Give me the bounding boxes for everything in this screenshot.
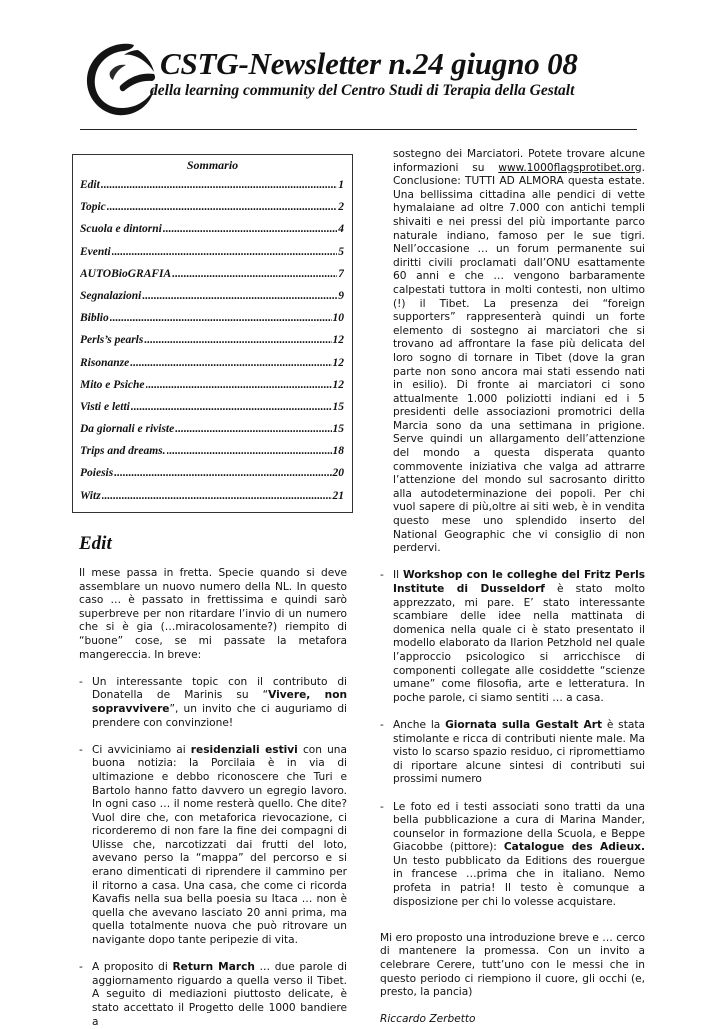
- list-item: - Anche la Giornata sulla Gestalt Art è stata stimolante e ricca di contributi niente male. Ma visto lo scarso spazio residuo, ci ripromettiamo di riportare alcune sintesi di contributi sui prossimi numero: [380, 718, 645, 786]
- toc-dot-leader: [144, 334, 331, 346]
- toc-entry[interactable]: [80, 312, 344, 334]
- newsletter-subtitle: della learning community del Centro Studi di Terapia della Gestalt: [150, 82, 575, 99]
- toc-entry-label: Perls’s pearls: [80, 334, 144, 347]
- toc-entry-label: Mito e Psiche: [80, 378, 145, 391]
- edit-closing: Mi ero proposto una introduzione breve e … cerco di mantenere la promessa. Con un invito a celebrare Cerere, tutt’uno con le messi che in questo periodo ci riempiono il cuore, gli occhi (e, presto, la pancia): [380, 931, 645, 999]
- enso-logo-icon: [80, 36, 160, 120]
- toc-entry[interactable]: [80, 201, 344, 223]
- toc-dot-leader: [101, 179, 337, 191]
- toc-entry-label: Eventi: [80, 245, 111, 258]
- toc-entry-label: Trips and dreams.: [80, 445, 166, 458]
- toc-dot-leader: [110, 312, 332, 324]
- toc-entry[interactable]: [80, 379, 344, 401]
- list-item: - A proposito di Return March … due parole di aggiornamento riguardo a quella verso il Tibet. A seguito di mediazioni piuttosto delicate, è stato accettato il Progetto delle 1000 bandiere a: [79, 961, 347, 1028]
- toc-entry-label: Da giornali e riviste: [80, 423, 175, 436]
- toc-entry-label: Biblio: [80, 312, 109, 325]
- toc-entry-page: 15: [332, 400, 344, 413]
- toc-dot-leader: [131, 401, 332, 413]
- toc-dot-leader: [112, 246, 338, 258]
- toc-entry[interactable]: [80, 401, 344, 423]
- toc-dot-leader: [167, 445, 332, 457]
- toc-entry-label: AUTOBioGRAFIA: [80, 267, 172, 280]
- toc-entry-page: 12: [332, 334, 344, 347]
- toc-dot-leader: [102, 490, 332, 502]
- toc-title: Sommario: [186, 158, 239, 172]
- toc-dot-leader: [163, 223, 337, 235]
- toc-entry-label: Poiesis: [80, 467, 114, 480]
- edit-heading: Edit: [79, 533, 112, 554]
- toc-entry-label: Edit: [80, 179, 100, 191]
- toc-entry-page: 15: [332, 423, 344, 436]
- header-divider: [80, 129, 637, 130]
- list-item-continued: sostegno dei Marciatori. Potete trovare alcune informazioni su www.1000flagsprotibet.org. Conclusione: TUTTI AD ALMORA questa estate. Una bellissima cittadina alle pendici di vette hymalaiane ad oltre 7.000 con antichi templi shivaiti e nei pressi del più importante parco naturale indiano, famoso per le sue tigri. Nell’occasione … un forum permanente sui diritti civili proclamati dall’ONU esattamente 60 anni e che … vengono barbaramente calpestati tuttora in molti contesti, non ultimo (!) il Tibet. La presenza dei “foreign supporters” rappresenterà quindi un forte elemento di sostegno ai marciatori che si trovano ad affrontare la fase più delicata del loro sogno di tornare in Tibet (dove la gran parte non sono ancora mai stati essendo nati in esilio). Di fronte ai marciatori ci sono attualmente 1.000 poliziotti indiani ed i 5 presidenti delle associazioni promotrici della Marcia sono da una settimana in prigione. Serve quindi un allargamento dell’attenzione del mondo a questa disperata quanto commovente iniziativa che valga ad attrarre l’attenzione del mondo sul sacrosanto diritto alla autodeterminazione dei popoli. Per chi vuol sapere di più,oltre ai siti web, è in vendita questo mese uno splendido inserto del National Geographic che vi consiglio di non perdervi.: [393, 148, 645, 555]
- toc-entry-page: 12: [332, 356, 344, 369]
- table-of-contents: [72, 154, 353, 513]
- toc-list: [80, 179, 344, 512]
- toc-entry-page: 21: [332, 489, 344, 502]
- toc-dot-leader: [175, 423, 331, 435]
- list-item: - Le foto ed i testi associati sono tratti da una bella pubblicazione a cura di Marina Mander, counselor in formazione della Scuola, e Beppe Giacobbe (pittore): Catalogue des Adieux. Un testo pubblicato da Editions des rouergue in francese …prima che in italiano. Nemo profeta in patria! Il testo è comunque a disposizione per chi lo volesse acquistare.: [380, 800, 645, 908]
- toc-dot-leader: [130, 357, 331, 369]
- toc-entry-label: Risonanze: [80, 356, 130, 369]
- toc-entry-page: 12: [332, 378, 344, 391]
- author-signature: Riccardo Zerbetto: [380, 1013, 476, 1026]
- toc-entry[interactable]: [80, 246, 344, 268]
- toc-entry-page: 9: [338, 289, 344, 302]
- left-column: [79, 567, 347, 1029]
- toc-dot-leader: [142, 290, 337, 302]
- newsletter-title: CSTG-Newsletter n.24 giugno 08: [160, 46, 578, 81]
- list-item: - Ci avviciniamo ai residenziali estivi con una buona notizia: la Porcilaia è in via di ultimazione e debbo riconoscere che Turi e Bartolo hanno fatto davvero un egregio lavoro. In ogni caso … il nome resterà quello. Che dite? Vuol dire che, con metaforica rievocazione, ci ricorderemo di non fare la fine dei compagni di Ulisse che, narcotizzati dai frutti del loto, avevano perso la “mappa” del percorso e si erano dimenticati di riprendere il cammino per il ritorno a casa. Una casa, che come ci ricorda Kavafis nella sua bella poesia su Itaca … non è quella che avevano lasciato 20 anni prima, ma quella totalmente nuova che può ritrovare un navigante dopo tante peripezie di vita.: [79, 743, 347, 947]
- toc-entry[interactable]: [80, 334, 344, 356]
- toc-entry-page: 10: [332, 312, 344, 325]
- toc-entry-page: 20: [332, 467, 344, 480]
- toc-entry-page: 7: [338, 267, 344, 280]
- toc-entry-label: Scuola e dintorni: [80, 223, 162, 236]
- toc-entry[interactable]: [80, 445, 344, 467]
- toc-entry[interactable]: [80, 290, 344, 312]
- toc-entry[interactable]: [80, 490, 344, 512]
- toc-entry-label: Visti e letti: [80, 400, 130, 413]
- list-item: - Il Workshop con le colleghe del Fritz Perls Institute di Dusseldorf è stato molto apprezzato, mi pare. E’ stato interessante scambiare delle idee nella mattinata di domenica nella quale ci è stato presentato il modello elaborato da Ilarion Petzhold nel quale l’approccio psicologico si arricchisce di componenti collegate alle cosiddette “scienze umane” come filosofia, arte e letteratura. In poche parole, ci siamo sentiti … a casa.: [380, 569, 646, 704]
- toc-entry-page: 5: [338, 245, 344, 258]
- toc-entry[interactable]: [80, 268, 344, 290]
- toc-entry-page: 18: [332, 445, 344, 458]
- toc-entry[interactable]: [80, 179, 344, 201]
- right-column: [380, 148, 645, 1027]
- edit-intro: Il mese passa in fretta. Specie quando si deve assemblare un nuovo numero della NL. In questo caso … è passato in frettissima e quindi sarò superbreve per non ritardare l’invio di un numero che si è gia (…miracolosamente?) riempito di “buone” cose, se mi passate la metafora mangereccia. In breve:: [79, 567, 347, 661]
- toc-entry-label: Segnalazioni: [80, 289, 142, 302]
- toc-entry[interactable]: [80, 467, 344, 489]
- toc-entry[interactable]: [80, 357, 344, 379]
- toc-dot-leader: [114, 467, 331, 479]
- toc-entry[interactable]: [80, 423, 344, 445]
- list-item: - Un interessante topic con il contributo di Donatella de Marinis su “Vivere, non sopravvivere”, un invito che ci auguriamo di prendere con convinzione!: [79, 675, 348, 729]
- toc-entry-page: 2: [338, 201, 344, 214]
- toc-dot-leader: [146, 379, 332, 391]
- toc-entry-label: Witz: [80, 489, 101, 502]
- tibet-flags-link[interactable]: www.1000flagsprotibet.org: [498, 161, 642, 174]
- toc-entry-page: 1: [338, 179, 344, 191]
- toc-entry-page: 4: [338, 223, 344, 236]
- toc-dot-leader: [172, 268, 337, 280]
- toc-entry[interactable]: [80, 223, 344, 245]
- toc-dot-leader: [107, 201, 337, 213]
- cstg-logo: [80, 36, 160, 120]
- toc-entry-label: Topic: [80, 201, 106, 214]
